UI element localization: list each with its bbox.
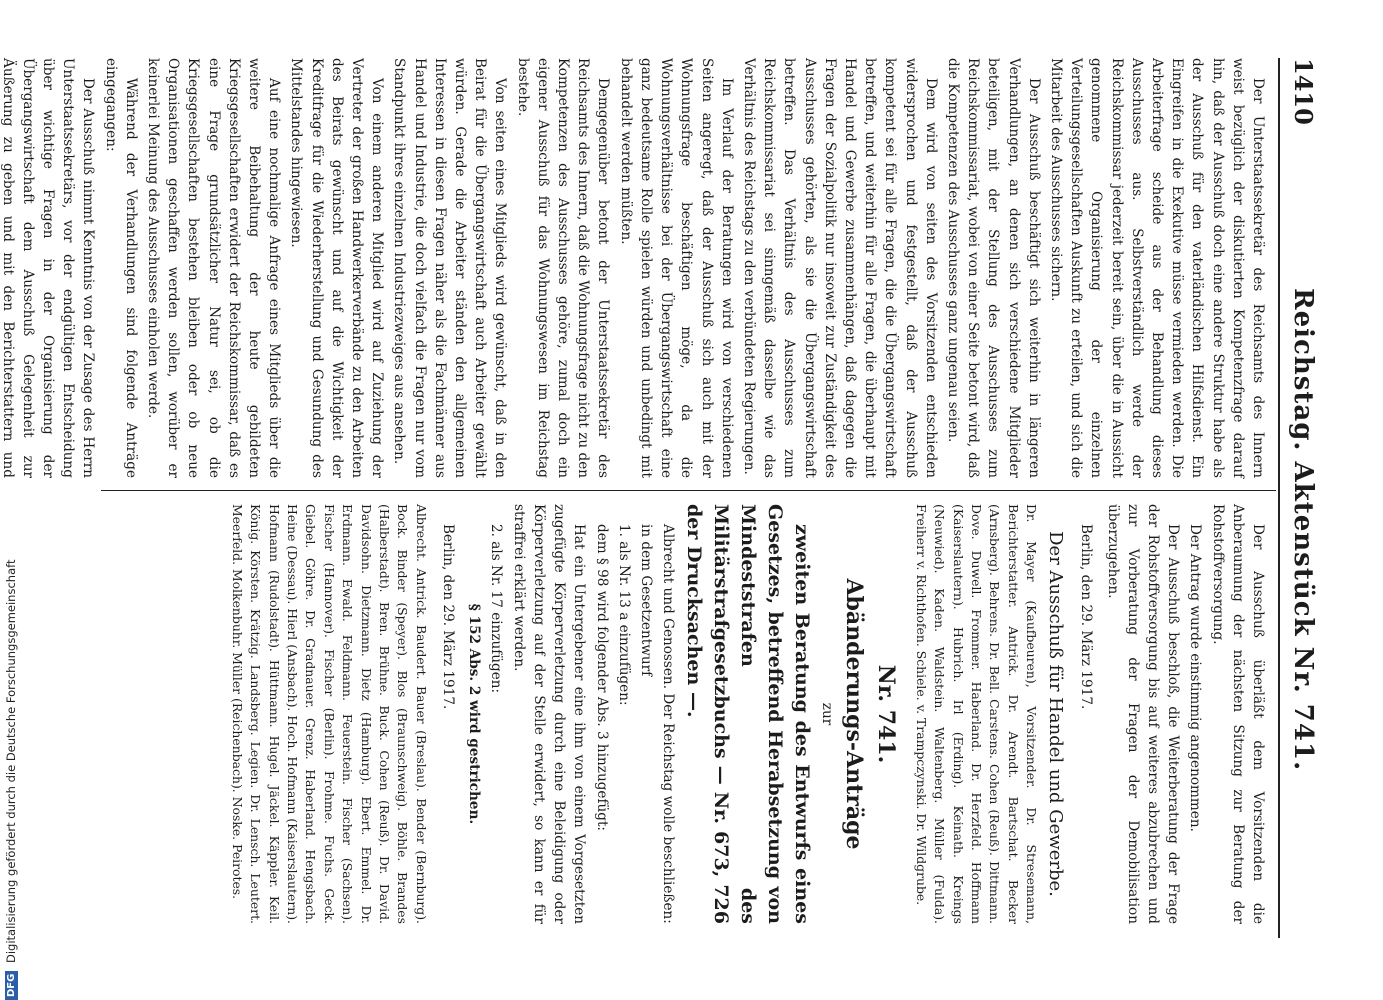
left-column: [0, 58, 1268, 478]
paragraph: Demgegenüber betont der Unterstaatssekretär des Reichsamts des Innern, daß die Wohnungsfrage nicht zu den Kompetenzen des Ausschusses gehöre, zumal doch ein eigener Ausschuß für das Wohnungswesen im Reichstag bestehe.: [514, 58, 612, 478]
running-head: Reichstag. Aktenstück Nr. 741.: [1288, 288, 1318, 772]
page-number: 1410: [1289, 58, 1318, 125]
paragraph: Der Unterstaatssekretär des Reichsamts des Innern weist bezüglich der diskutierten Kompetenzfrage darauf hin, daß der Ausschuß doch eine andere Struktur habe als der Ausschuß für den vaterländischen Hilfsdienst. Ein Eingreifen in die Exekutive müsse vermieden werden. Die Arbeiterfrage scheide aus der Behandlung dieses Ausschusses aus. Selbstverständlich werde der Reichskommissar jederzeit bereit sein, über die in Aussicht genommene Organisierung der einzelnen Verteilungsgesellschaften Auskunft zu erteilen, und sich die Mitarbeit des Ausschusses sichern.: [1047, 58, 1266, 478]
credit-text: Digitalisierung gefördert durch die Deutsche Forschungsgemeinschaft: [4, 559, 18, 963]
paragraph: Von seiten eines Mitglieds wird gewünscht, daß in den Beirat für die Übergangswirtschaft auch Arbeiter gewählt würden. Gerade die Arbeiter ständen den allgemeinen Interessen in diesen Fragen näher als die Fachmänner aus Handel und Industrie, die doch vielfach die Fragen nur vom Standpunkt ihres einzelnen Industriezweiges aus ansehen.: [391, 58, 509, 478]
date-line: Berlin, den 29. März 1917.: [1078, 524, 1095, 710]
paragraph: Dem wird von seiten des Vorsitzenden entschieden widersprochen und festgestellt, daß der Ausschuß kompetent sei für alle Fragen, die die Übergangswirtschaft betreffen, und weiterhin für alle Fragen, die überhaupt mit Handel und Gewerbe zusammenhängen, daß dagegen die Fragen der Sozialpolitik nur insoweit zur Zuständigkeit des Ausschusses gehörten, als sie die Übergangswirtschaft betreffen. Das Verhältnis des Ausschusses zum Reichskommissariat sei sinngemäß dasselbe wie das Verhältnis des Reichstags zu den verbündeten Regierungen.: [740, 58, 939, 478]
paragraph: Im Verlauf der Beratungen wird von verschiedenen Seiten angeregt, daß der Ausschuß sich auch mit der Wohnungsfrage beschäftigen möge, da die Wohnungsverhältnisse bei der Übergangswirtschaft eine ganz bedeutsame Rolle spielen würden und unbedingt mit behandelt werden müßten.: [617, 58, 735, 478]
paragraph: Der Ausschuß nimmt Kenntnis von der Zusage des Herrn Unterstaatssekretärs, vor der endgültigen Entscheidung über wichtige Fragen in der Organisierung der Übergangswirtschaft dem Ausschuß Gelegenheit zur Äußerung zu geben und mit den Berichterstattern und: [0, 58, 97, 478]
paragraph: Während der Verhandlungen sind folgende Anträge eingegangen:: [102, 58, 139, 478]
amendment-text: Hat ein Untergebener eine ihm von einem Vorgesetzten zugefügte Körperverletzung durch eine Beleidigung oder Körperverletzung auf der Stelle erwidert, so kann er für straffrei erklärt werden.: [510, 504, 588, 924]
committee-name: Der Ausschuß für Handel und Gewerbe.: [1045, 531, 1067, 897]
right-column: [225, 504, 1268, 924]
amendment-item: 1. als Nr. 13 a einzufügen:: [615, 524, 632, 706]
column-rule: [101, 490, 1276, 491]
amendment-text: dem § 98 wird folgender Abs. 3 hinzugefügt:: [593, 524, 610, 831]
header-rule: [1278, 58, 1280, 938]
paragraph: Der Antrag wurde einstimmig angenommen.: [1187, 524, 1204, 832]
paragraph: Auf eine nochmalige Anfrage eines Mitglieds über die weitere Beibehaltung der heute gebildeten Kriegsgesellschaften erwidert der Reichskommissar, daß es eine Frage grundsätzlicher Natur sei, ob die Kriegsgesellschaften bestehen bleiben oder ob neue Organisationen geschaffen werden sollen, worüber er keinerlei Meinung des Ausschusses einholen werde.: [145, 58, 283, 478]
dfg-logo: DFG: [5, 971, 18, 1000]
paragraph: Von einem anderen Mitglied wird auf Zuziehung der Vertreter der großen Handwerkerverbände zu den Arbeiten des Beirats gewünscht und auf die Wichtigkeit der Kreditfrage für die Wiederherstellung und Gesundung des Mittelstandes hingewiesen.: [288, 58, 386, 478]
draft-line: in dem Gesetzentwurf: [637, 524, 654, 677]
paragraph: Der Ausschuß beschäftigt sich weiterhin in längeren Verhandlungen, an denen sich verschiedene Mitglieder beteiligen, mit der Stellung des Ausschusses zum Reichskommissariat, wobei von einer Seite betont wird, daß die Kompetenzen des Ausschusses ganz ungenau seien.: [944, 58, 1042, 478]
paragraph: Der Ausschuß überläßt dem Vorsitzenden die Anberaumung der nächsten Sitzung zur Beratung der Rohstoffversorgung.: [1209, 504, 1266, 924]
document-title: Abänderungs-Anträge: [841, 578, 868, 850]
date-line: Berlin, den 29. März 1917.: [440, 524, 457, 710]
motion-line: Albrecht und Genossen. Der Reichstag wolle beschließen:: [660, 524, 677, 924]
paragraph: Der Ausschuß beschloß, die Weiterberatung der Frage der Rohstoffversorgung bis auf weiteres abzubrechen und zur Vorberatung der Fragen der Demobilisation überzugehen.: [1104, 504, 1182, 924]
amendment-text: § 152 Abs. 2 wird gestrichen.: [466, 603, 483, 825]
sidebar-credit: [4, 60, 18, 1000]
document-number: Nr. 741.: [873, 664, 900, 764]
page-header: [1280, 58, 1320, 938]
signatory-list: Albrecht. Antrick. Baudert. Bauer (Breslau). Bender (Bernburg). Bock. Binder (Speyer). Blos (Braunschweig). Böhle. Brandes (Halberstadt). Bren. Brühne. Buck. Cohen (Reuß). Dr. David. Davidsohn. Dietzmann. Dietz (Hamburg). Ebert. Emmel. Dr. Erdmann. Ewald. Feldmann. Feuerstein. Fischer (Sachsen). Fischer (Hannover). Fischer (Berlin). Frohme. Fuchs. Geck. Giebel. Göhre. Dr. Gradnauer. Grenz. Haberland. Hengsbach. Heine (Dessau). Hierl (Ansbach). Hoch. Hofmann (Kaiserslautern). Hofmann (Rudolstadt). Hüttmann. Hugel. Jäckel. Käppler. Keil. König. Körsten. Krätzig. Landsberg. Legien. Dr. Lensch. Leutert. Meerfeld. Molkenbuhr. Müller (Reichenbach). Noske. Peirotes.: [229, 504, 429, 924]
zur-label: zur: [819, 702, 836, 726]
document-subject: zweiten Beratung des Entwurfs eines Gesetzes, betreffend Herabsetzung von Mindeststrafen des Militärstrafgesetzbuchs — Nr. 673, 726 der Drucksachen —.: [683, 504, 814, 924]
member-list: Dr. Mayer (Kaufbeuren), Vorsitzender. Dr. Stresemann, Berichterstatter. Antrick. Dr. Arendt. Bartschat. Becker (Arnsberg). Behrens. Dr. Bell. Carstens. Cohen (Reuß). Dittmann. Dove. Duwell. Frommer. Haberland. Dr. Herzfeld. Hoffmann (Kaiserslautern). Hubrich. Irl (Erding). Keinath. Kreings (Neuwied). Kaden. Waldstein. Waltenberg. Müller (Fulda). Freiherr v. Richthofen. Schiele. v. Trampczynski. Dr. Wildgrube.: [913, 504, 1040, 924]
amendment-item: 2. als Nr. 17 einzufügen:: [488, 524, 505, 694]
